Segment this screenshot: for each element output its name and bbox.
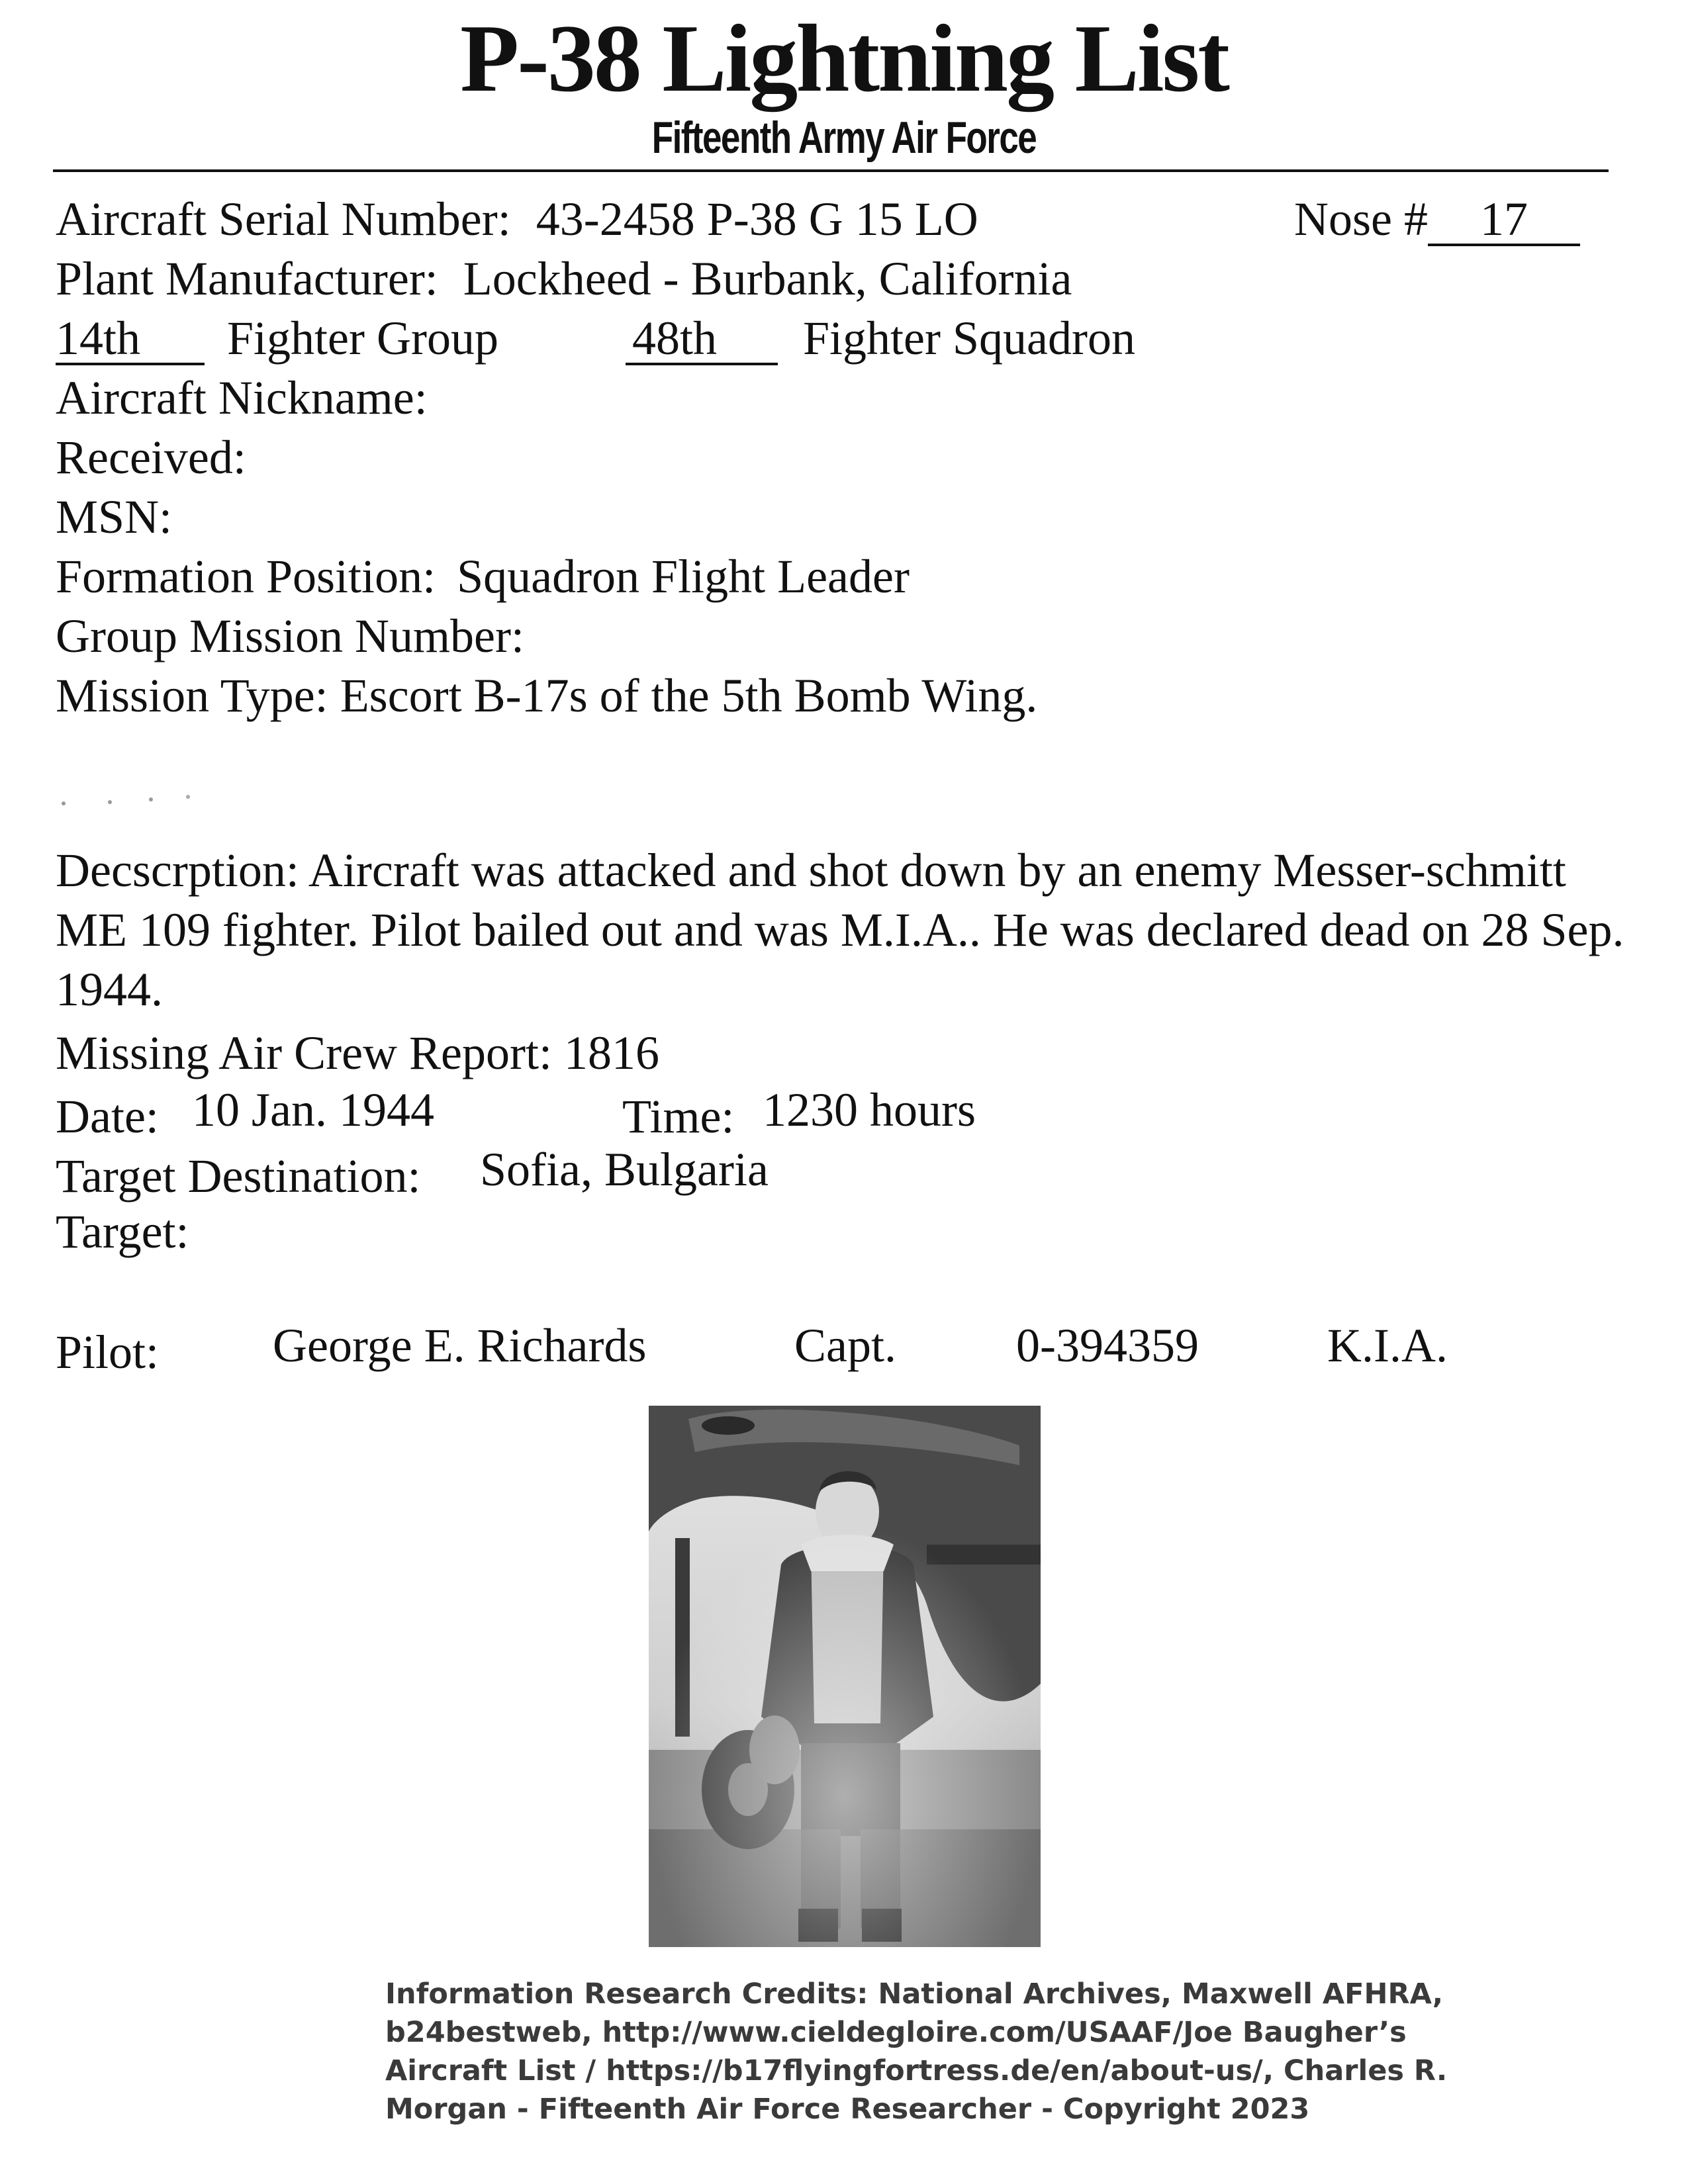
credits-block: [385, 1975, 1448, 2128]
plant-row: [56, 249, 1072, 308]
nickname-label: Aircraft Nickname:: [56, 371, 428, 424]
page-subtitle: Fifteenth Army Air Force: [651, 113, 1037, 163]
pilot-photo: [649, 1406, 1041, 1947]
msn-label: MSN:: [56, 490, 173, 543]
squadron-label: Fighter Squadron: [803, 312, 1135, 365]
description-block: [56, 841, 1631, 1019]
plant-value: Lockheed - Burbank, California: [463, 252, 1072, 305]
mission-type-value: Escort B-17s of the 5th Bomb Wing.: [340, 669, 1038, 722]
credits-line-1: Information Research Credits: National Archives, Maxwell AFHRA,: [385, 1978, 1444, 2011]
credits-line-2: b24bestweb, http://www.cieldegloire.com/USAAF/Joe Baugher’s: [385, 2016, 1407, 2049]
date-label: Date:: [56, 1090, 159, 1143]
pilot-serial: 0-394359: [1016, 1319, 1199, 1372]
scan-specks: [58, 792, 204, 811]
credits-line-3: Aircraft List / https://b17flyingfortress.de/en/about-us/, Charles R.: [385, 2054, 1448, 2087]
pilot-name: George E. Richards: [273, 1319, 647, 1372]
formation-row: [56, 547, 910, 606]
description-value: Aircraft was attacked and shot down by an enemy Messer-schmitt ME 109 fighter. Pilot bailed out and was M.I.A.. He was declared dead on 28 Sep. 1944.: [56, 844, 1624, 1016]
page-title: P-38 Lightning List: [460, 5, 1228, 112]
mission-type-row: [56, 666, 1037, 725]
formation-label: Formation Position:: [56, 550, 436, 603]
time-label: Time:: [622, 1090, 735, 1143]
nose-row: [1294, 189, 1580, 249]
formation-value: Squadron Flight Leader: [457, 550, 910, 603]
macr-row: [56, 1023, 659, 1083]
serial-value: 43-2458 P-38 G 15 LO: [536, 193, 978, 246]
time-value: 1230 hours: [763, 1083, 976, 1136]
serial-label: Aircraft Serial Number:: [56, 193, 511, 246]
credits-line-4: Morgan - Fifteenth Air Force Researcher - Copyright 2023: [385, 2093, 1310, 2126]
received-label: Received:: [56, 431, 246, 484]
date-row: [56, 1087, 159, 1146]
macr-value: 1816: [564, 1026, 659, 1079]
target-label: Target:: [56, 1205, 189, 1258]
mission-type-label: Mission Type:: [56, 669, 328, 722]
nose-value: 17: [1428, 195, 1580, 246]
group-mission-label: Group Mission Number:: [56, 610, 524, 662]
pilot-rank: Capt.: [794, 1319, 896, 1372]
target-dest-label: Target Destination:: [56, 1150, 421, 1203]
nose-label: Nose #: [1294, 193, 1428, 246]
macr-label: Missing Air Crew Report:: [56, 1026, 552, 1079]
header-divider: [53, 169, 1609, 172]
group-label: Fighter Group: [227, 312, 498, 365]
group-value: 14th: [56, 314, 205, 365]
squadron-value: 48th: [626, 314, 778, 365]
group-row: [56, 308, 498, 368]
pilot-status: K.I.A.: [1327, 1319, 1448, 1372]
date-value: 10 Jan. 1944: [192, 1083, 434, 1136]
serial-row: [56, 189, 978, 249]
pilot-label: Pilot:: [56, 1326, 160, 1379]
target-dest-value: Sofia, Bulgaria: [480, 1143, 769, 1196]
description-label: Decscrption:: [56, 844, 299, 897]
plant-label: Plant Manufacturer:: [56, 252, 438, 305]
squadron-row: [626, 308, 1135, 368]
